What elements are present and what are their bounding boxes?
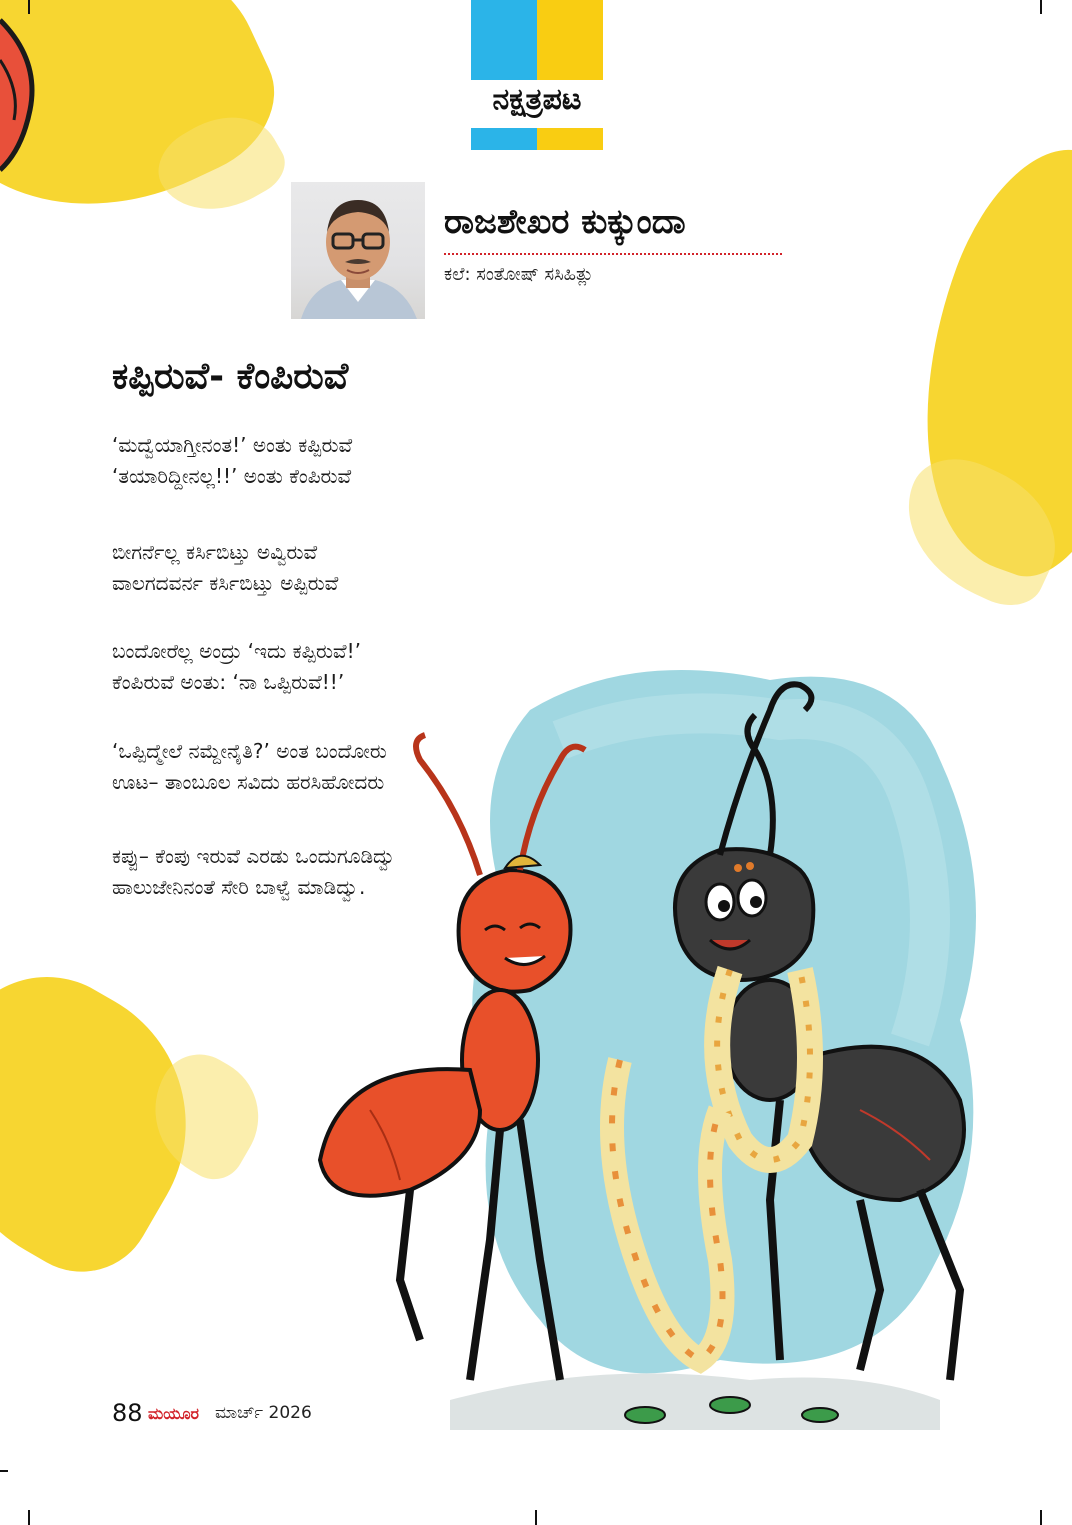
crop-mark-top-right bbox=[1040, 0, 1042, 14]
poem-line: ಕೆಂಪಿರುವೆ ಅಂತು: ‘ನಾ ಒಪ್ಪಿರುವೆ!!’ bbox=[112, 670, 345, 694]
poem-title: ಕಪ್ಪಿರುವೆ- ಕೆಂಪಿರುವೆ bbox=[112, 356, 349, 397]
author-divider bbox=[444, 253, 782, 255]
stanza bbox=[112, 537, 532, 599]
poem-line: ಬಂದೋರೆಲ್ಲ ಅಂದ್ರು ‘ಇದು ಕಪ್ಪಿರುವೆ!’ bbox=[112, 639, 361, 663]
author-photo bbox=[291, 182, 425, 319]
illustration-credit: ಕಲೆ: ಸಂತೋಷ್‌ ಸಸಿಹಿತ್ಲು bbox=[444, 264, 594, 285]
crop-mark-bottom-right bbox=[1040, 1510, 1042, 1525]
poem-line: ‘ಒಪ್ಪಿದ್ಮೇಲೆ ನಮ್ದೇನೈತಿ?’ ಅಂತ ಬಂದೋರು bbox=[112, 739, 387, 763]
column-label: ನಕ್ಷತ್ರಪಟ bbox=[492, 82, 582, 117]
column-banner bbox=[471, 0, 603, 150]
crop-mark-left-tick bbox=[0, 1470, 8, 1472]
crop-mark-bottom-center bbox=[535, 1510, 537, 1525]
poem-line: ಊಟ– ತಾಂಬೂಲ ಸವಿದು ಹರಸಿಹೋದರು bbox=[112, 770, 385, 794]
ant-wedding-illustration bbox=[300, 640, 1072, 1430]
author-name: ರಾಜಶೇಖರ ಕುಕ್ಕುಂದಾ bbox=[444, 202, 686, 242]
poem-line: ‘ತಯಾರಿದ್ದೀನಲ್ಲ!!’ ಅಂತು ಕೆಂಪಿರುವೆ bbox=[112, 464, 352, 488]
magazine-logo: ಮಯೂರ bbox=[148, 1404, 200, 1423]
crop-mark-top-left bbox=[28, 0, 30, 14]
poem-line: ಬೀಗರ್ನೆಲ್ಲ ಕರ್ಸಿಬಿಟ್ತು ಅವ್ವಿರುವೆ bbox=[112, 540, 318, 564]
poem-line: ಕಪ್ಪು– ಕೆಂಪು ಇರುವೆ ಎರಡು ಒಂದುಗೂಡಿದ್ವು bbox=[112, 844, 396, 868]
crop-mark-bottom-left bbox=[28, 1510, 30, 1525]
stanza bbox=[112, 430, 532, 492]
issue-date: ಮಾರ್ಚ್ 2026 bbox=[215, 1403, 312, 1423]
poem-line: ಹಾಲುಜೇನಿನಂತೆ ಸೇರಿ ಬಾಳ್ವೆ ಮಾಡಿದ್ವು. bbox=[112, 875, 366, 899]
poem-line: ‘ಮದ್ವೆಯಾಗ್ತೀನಂತ!’ ಅಂತು ಕಪ್ಪಿರುವೆ bbox=[112, 433, 353, 457]
poem-line: ವಾಲಗದವರ್ನ ಕರ್ಸಿಬಿಟ್ತು ಅಪ್ಪಿರುವೆ bbox=[112, 571, 339, 595]
page-number: 88 bbox=[112, 1399, 143, 1427]
corner-illustration bbox=[0, 0, 60, 200]
